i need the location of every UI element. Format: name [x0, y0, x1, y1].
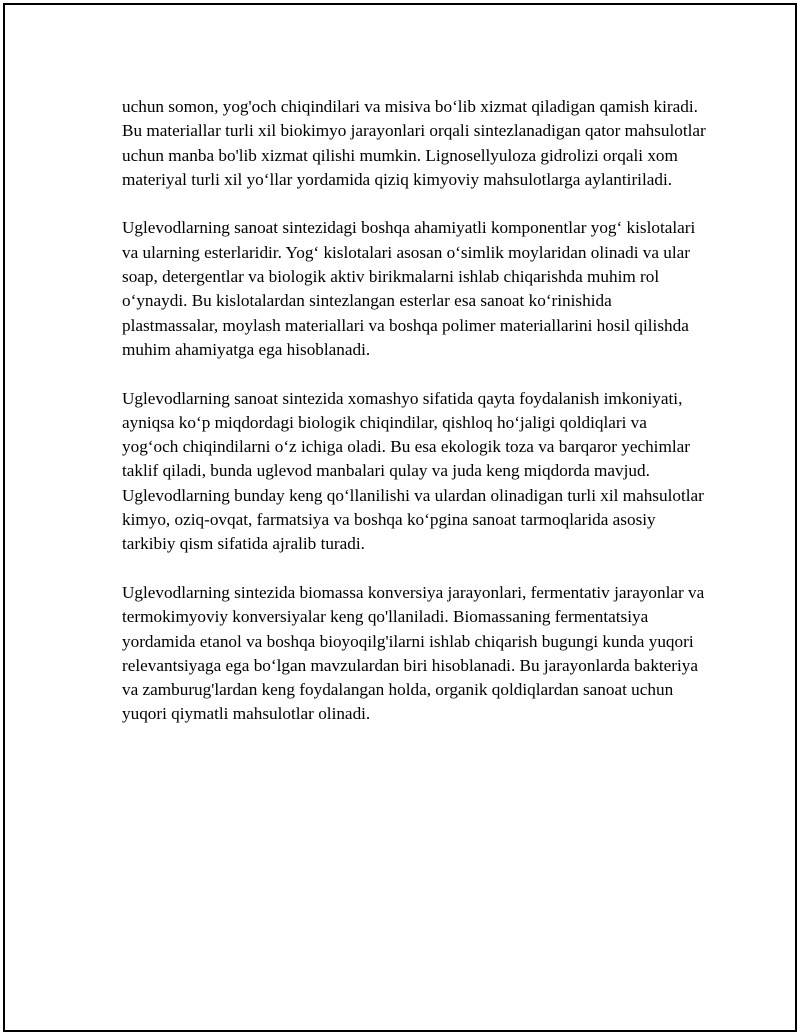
paragraph-4: Uglevodlarning sintezida biomassa konversiya jarayonlari, fermentativ jarayonlar va termokimyoviy konversiyalar keng qo'llaniladi. Biomassaning fermentatsiya yordamida etanol va boshqa bioyoqilg'ilarni ishlab chiqarish bugungi kunda yuqori relevantsiyaga ega boʻlgan mavzulardan biri hisoblanadi. Bu jarayonlarda bakteriya va zamburug'lardan keng foydalangan holda, organik qoldiqlardan sanoat uchun yuqori qiymatli mahsulotlar olinadi. [122, 582, 705, 724]
paragraph-2: Uglevodlarning sanoat sintezidagi boshqa ahamiyatli komponentlar yogʻ kislotalari va ularning esterlaridir. Yogʻ kislotalari asosan oʻsimlik moylaridan olinadi va ular soap, detergentlar va biologik aktiv birikmalarni ishlab chiqarishda muhim rol oʻynaydi. Bu kislotalardan sintezlangan esterlar esa sanoat koʻrinishida plastmassalar, moylash materiallari va boshqa polimer materiallarini hosil qilishda muhim ahamiyatga ega hisoblanadi. [122, 218, 696, 359]
paragraph-3: Uglevodlarning sanoat sintezida xomashyo sifatida qayta foydalanish imkoniyati, ayniqsa koʻp miqdordagi biologik chiqindilar, qishloq hoʻjaligi qoldiqlari va yogʻoch chiqindilarni oʻz ichiga oladi. Bu esa ekologik toza va barqaror yechimlar taklif qiladi, bunda uglevod manbalari qulay va juda keng miqdorda mavjud. Uglevodlarning bunday keng qoʻllanilishi va ulardan olinadigan turli xil mahsulotlar kimyo, oziq-ovqat, farmatsiya va boshqa koʻpgina sanoat tarmoqlarida asosiy tarkibiy qism sifatida ajralib turadi. [122, 388, 704, 554]
page-frame [3, 3, 797, 1032]
document-body [122, 95, 707, 727]
paragraph-1: uchun somon, yog'och chiqindilari va misiva boʻlib xizmat qiladigan qamish kiradi. Bu materiallar turli xil biokimyo jarayonlari orqali sintezlanadigan qator mahsulotlar uchun manba bo'lib xizmat qilishi mumkin. Lignosellyuloza gidrolizi orqali xom materiyal turli xil yoʻllar yordamida qiziq kimyoviy mahsulotlarga aylantiriladi. [122, 97, 706, 189]
